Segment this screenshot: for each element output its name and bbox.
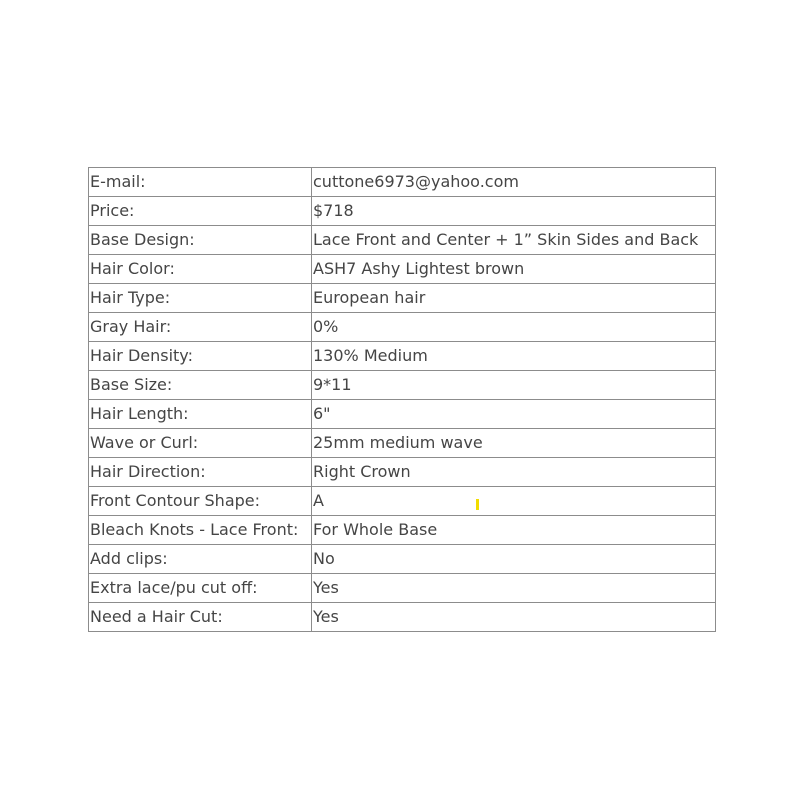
- row-value: $718: [312, 197, 716, 226]
- table-row: [89, 226, 716, 255]
- order-spec-table: [88, 167, 716, 632]
- row-value: 6": [312, 400, 716, 429]
- row-label: Base Size:: [89, 371, 312, 400]
- table-row: [89, 284, 716, 313]
- row-label: Hair Length:: [89, 400, 312, 429]
- row-value: Lace Front and Center + 1” Skin Sides and Back: [312, 226, 716, 255]
- table-row: [89, 574, 716, 603]
- row-label: Bleach Knots - Lace Front:: [89, 516, 312, 545]
- table-row: [89, 545, 716, 574]
- row-value: ASH7 Ashy Lightest brown: [312, 255, 716, 284]
- row-label: E-mail:: [89, 168, 312, 197]
- table-row: [89, 342, 716, 371]
- table-row: [89, 313, 716, 342]
- row-label: Hair Type:: [89, 284, 312, 313]
- row-label: Need a Hair Cut:: [89, 603, 312, 632]
- table-row: [89, 197, 716, 226]
- table-row: [89, 371, 716, 400]
- table-row: [89, 429, 716, 458]
- row-label: Extra lace/pu cut off:: [89, 574, 312, 603]
- row-label: Hair Color:: [89, 255, 312, 284]
- row-value: A: [312, 487, 716, 516]
- row-value: 9*11: [312, 371, 716, 400]
- row-value: Yes: [312, 603, 716, 632]
- table-row: [89, 255, 716, 284]
- row-value: 25mm medium wave: [312, 429, 716, 458]
- table-row: [89, 603, 716, 632]
- row-label: Add clips:: [89, 545, 312, 574]
- row-value: No: [312, 545, 716, 574]
- row-value: European hair: [312, 284, 716, 313]
- table-row: [89, 516, 716, 545]
- row-label: Front Contour Shape:: [89, 487, 312, 516]
- table-row: [89, 168, 716, 197]
- row-label: Base Design:: [89, 226, 312, 255]
- row-value: Right Crown: [312, 458, 716, 487]
- table-row: [89, 458, 716, 487]
- row-label: Hair Density:: [89, 342, 312, 371]
- row-value: Yes: [312, 574, 716, 603]
- row-value: 130% Medium: [312, 342, 716, 371]
- row-value: For Whole Base: [312, 516, 716, 545]
- row-label: Wave or Curl:: [89, 429, 312, 458]
- row-value: cuttone6973@yahoo.com: [312, 168, 716, 197]
- yellow-marker-mark: [476, 499, 479, 510]
- table-row: [89, 487, 716, 516]
- table-row: [89, 400, 716, 429]
- row-label: Gray Hair:: [89, 313, 312, 342]
- row-label: Hair Direction:: [89, 458, 312, 487]
- row-value: 0%: [312, 313, 716, 342]
- row-label: Price:: [89, 197, 312, 226]
